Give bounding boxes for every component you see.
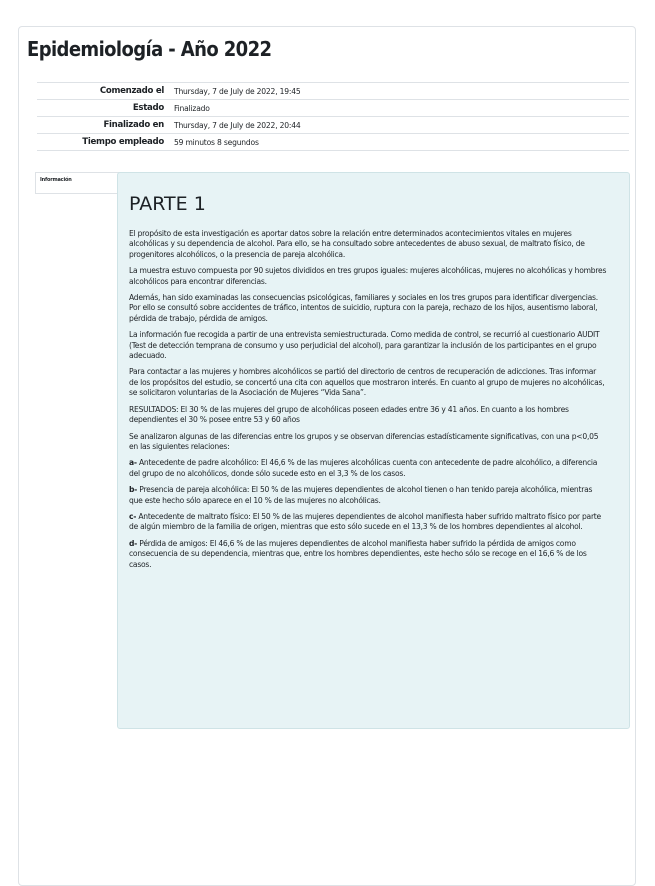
paragraph: La muestra estuvo compuesta por 90 sujetos divididos en tres grupos iguales: mujeres alcohólicas, mujeres no alcohólicas y hombres alcohólicos para encontrar diferencias. (129, 266, 607, 286)
attempt-summary-table (37, 82, 629, 151)
item-text: Pérdida de amigos: El 46,6 % de las mujeres dependientes de alcohol manifiesta haber sufrido la pérdida de amigos como consecuencia de su dependencia, mientras que, entre los hombres dependientes, este hecho sólo se recoge en el 16,6 % de los casos. (129, 538, 587, 569)
summary-label: Finalizado en (103, 120, 164, 130)
result-item-b (129, 485, 607, 506)
summary-label: Estado (132, 103, 164, 113)
result-item-a (129, 458, 607, 479)
paragraph: RESULTADOS: El 30 % de las mujeres del grupo de alcohólicas poseen edades entre 36 y 41 años. En cuanto a los hombres dependientes el 30 % posee entre 53 y 60 años (129, 404, 569, 425)
item-label: c- (129, 511, 137, 521)
item-text: Antecedente de padre alcohólico: El 46,6 % de las mujeres alcohólicas cuenta con antecedente de padre alcohólico, a diferencia del grupo de no alcohólicos, donde sólo sucede esto en el 3,3 % de los casos. (129, 458, 598, 478)
paragraph: La información fue recogida a partir de una entrevista semiestructurada. Como medida de control, se recurrió al cuestionario AUDIT (Test de detección temprana de consumo y uso perjudicial del alcohol), para garantizar la inclusión de los participantes en el grupo adecuado. (129, 330, 600, 361)
item-label: a- (129, 458, 137, 468)
summary-value: Thursday, 7 de July de 2022, 19:45 (174, 86, 301, 96)
summary-row-completed (37, 117, 629, 134)
item-text: Antecedente de maltrato físico: El 50 % de las mujeres dependientes de alcohol manifiesta haber sufrido maltrato físico por parte de algún miembro de la familia de origen, mientras que esto sólo sucede en el 13,3 % de los hombres dependientes al alcohol. (129, 511, 601, 532)
paragraph: El propósito de esta investigación es aportar datos sobre la relación entre determinados acontecimientos vitales en mujeres alcohólicas y su dependencia de alcohol. Para ello, se ha consultado sobre antecedentes de abuso sexual, de maltrato físico, de progenitores alcohólicos, o la presencia de pareja alcohólica. (129, 229, 585, 259)
item-label: d- (129, 538, 138, 548)
summary-label: Tiempo empleado (82, 137, 164, 147)
paragraph: Se analizaron algunas de las diferencias entre los grupos y se observan diferencias estadísticamente significativas, con una p<0,05 en las siguientes relaciones: (129, 431, 599, 451)
question-text (129, 229, 607, 576)
paragraph: Para contactar a las mujeres y hombres alcohólicos se partió del directorio de centros de recuperación de adicciones. Tras informar de los propósitos del estudio, se concertó una cita con aquellos que mostraron interés. En cuanto al grupo de mujeres no alcohólicas, se solicitaron voluntarias de la Asociación de Mujeres “Vida Sana”. (129, 367, 605, 398)
result-item-c (129, 512, 607, 533)
section-heading: PARTE 1 (129, 193, 206, 215)
page-title: Epidemiología - Año 2022 (27, 37, 272, 61)
summary-row-time-taken (37, 134, 629, 151)
summary-row-state (37, 100, 629, 117)
quiz-review-page (18, 26, 636, 886)
question-content (117, 172, 630, 729)
result-item-d (129, 539, 607, 570)
item-text: Presencia de pareja alcohólica: El 50 % de las mujeres dependientes de alcohol tienen o han tenido pareja alcohólica, mientras que este hecho sólo aparece en el 10 % de las mujeres no alcohólicas. (129, 485, 593, 505)
summary-row-started (37, 83, 629, 100)
summary-value: 59 minutos 8 segundos (174, 137, 259, 147)
item-label: b- (129, 485, 138, 495)
info-label: Información (40, 177, 72, 183)
paragraph: Además, han sido examinadas las consecuencias psicológicas, familiares y sociales en los tres grupos para identificar divergencias. Por ello se consultó sobre accidentes de tráfico, intentos de suicidio, ruptura con la pareja, rechazo de los hijos, ausentismo laboral, pérdida de trabajo, pérdida de amigos. (129, 293, 598, 323)
summary-value: Thursday, 7 de July de 2022, 20:44 (174, 120, 301, 130)
question-info-box (35, 172, 129, 194)
summary-label: Comenzado el (99, 86, 164, 96)
summary-value: Finalizado (174, 103, 210, 113)
